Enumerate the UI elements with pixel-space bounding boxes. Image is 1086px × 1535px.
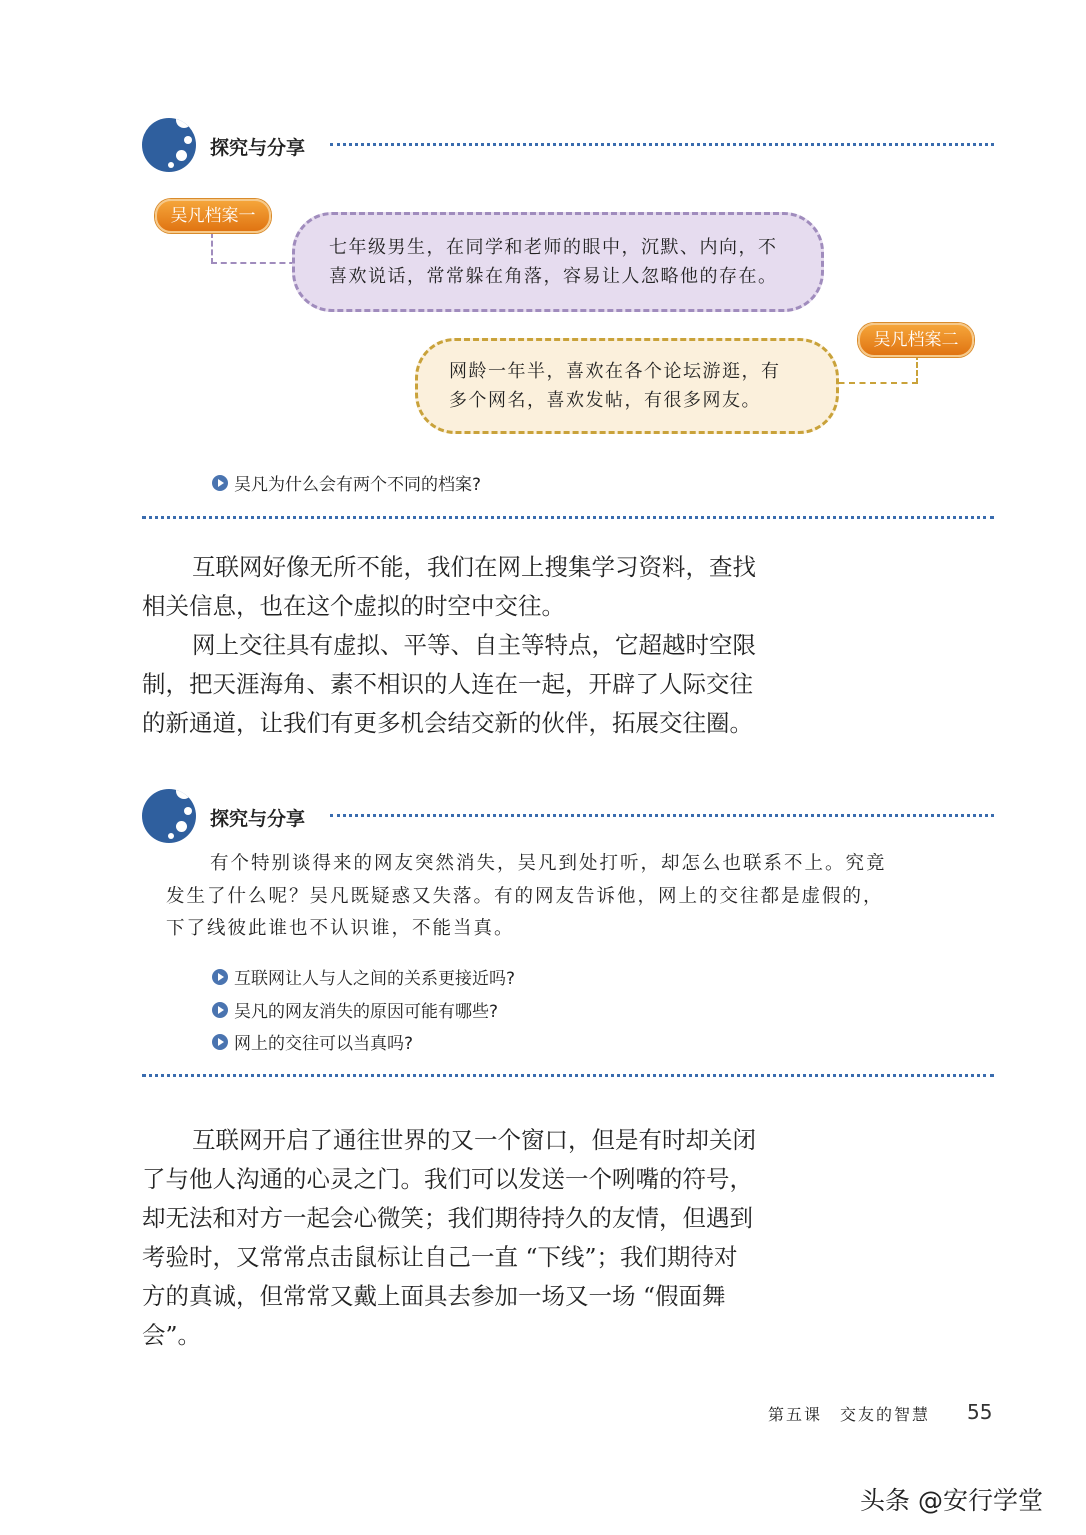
question-text: 吴凡为什么会有两个不同的档案? (234, 475, 482, 495)
question-text: 互联网让人与人之间的关系更接近吗? (234, 969, 516, 989)
arrow-bullet-icon (212, 475, 228, 491)
body-line: 考验时，又常常点击鼠标让自己一直 “下线”；我们期待对 (142, 1243, 738, 1271)
body-line: 却无法和对方一起会心微笑；我们期待持久的友情，但遇到 (142, 1204, 753, 1232)
arrow-bullet-icon (212, 1002, 228, 1018)
divider (142, 516, 994, 519)
case-text (166, 848, 887, 946)
profile-bubble-2 (415, 338, 839, 434)
section-title: 探究与分享 (210, 808, 306, 830)
profile-text-line: 七年级男生，在同学和老师的眼中，沉默、内向，不 (329, 237, 778, 258)
body-line: 互联网开启了通往世界的又一个窗口，但是有时却关闭 (192, 1126, 756, 1154)
question-text: 网上的交往可以当真吗? (234, 1034, 414, 1054)
question (212, 470, 481, 495)
case-line: 下了线彼此谁也不认识谁，不能当真。 (166, 918, 515, 939)
arrow-bullet-icon (212, 1034, 228, 1050)
profile-badge-2: 吴凡档案二 (858, 323, 974, 357)
arrow-bullet-icon (212, 969, 228, 985)
section-title: 探究与分享 (210, 137, 306, 159)
question (212, 997, 498, 1022)
explore-share-icon (142, 118, 196, 172)
divider (330, 143, 994, 146)
case-line: 发生了什么呢？吴凡既疑惑又失落。有的网友告诉他，网上的交往都是虚假的， (166, 885, 884, 907)
divider (142, 1074, 994, 1077)
connector-line (211, 232, 305, 264)
body-paragraphs (142, 1121, 756, 1355)
body-line: 网上交往具有虚拟、平等、自主等特点，它超越时空限 (192, 631, 756, 659)
body-line: 了与他人沟通的心灵之门。我们可以发送一个咧嘴的符号， (142, 1165, 753, 1193)
question (212, 964, 515, 989)
watermark: 头条 @安行学堂 (860, 1486, 1043, 1515)
connector-line (828, 354, 918, 384)
case-line: 有个特别谈得来的网友突然消失，吴凡到处打听，却怎么也联系不上。究竟 (210, 853, 887, 874)
body-line: 相关信息，也在这个虚拟的时空中交往。 (142, 592, 565, 620)
page-number: 55 (967, 1400, 993, 1424)
body-line: 的新通道，让我们有更多机会结交新的伙伴，拓展交往圈。 (142, 709, 753, 737)
question (212, 1029, 413, 1054)
profile-text-line: 网龄一年半，喜欢在各个论坛游逛，有 (449, 361, 781, 382)
body-paragraphs (142, 548, 756, 743)
profile-text-line: 多个网名，喜欢发帖，有很多网友。 (449, 390, 761, 411)
divider (330, 814, 994, 817)
body-line: 方的真诚，但常常又戴上面具去参加一场又一场 “假面舞 (142, 1282, 726, 1310)
body-line: 会”。 (142, 1321, 202, 1349)
question-text: 吴凡的网友消失的原因可能有哪些? (234, 1002, 499, 1022)
profile-bubble-1 (292, 212, 824, 312)
footer-lesson: 第五课 交友的智慧 (768, 1405, 931, 1424)
profile-text-line: 喜欢说话，常常躲在角落，容易让人忽略他的存在。 (329, 266, 778, 287)
body-line: 互联网好像无所不能，我们在网上搜集学习资料，查找 (192, 553, 756, 581)
explore-share-icon (142, 789, 196, 843)
body-line: 制，把天涯海角、素不相识的人连在一起，开辟了人际交往 (142, 670, 753, 698)
profile-badge-1: 吴凡档案一 (155, 199, 271, 233)
